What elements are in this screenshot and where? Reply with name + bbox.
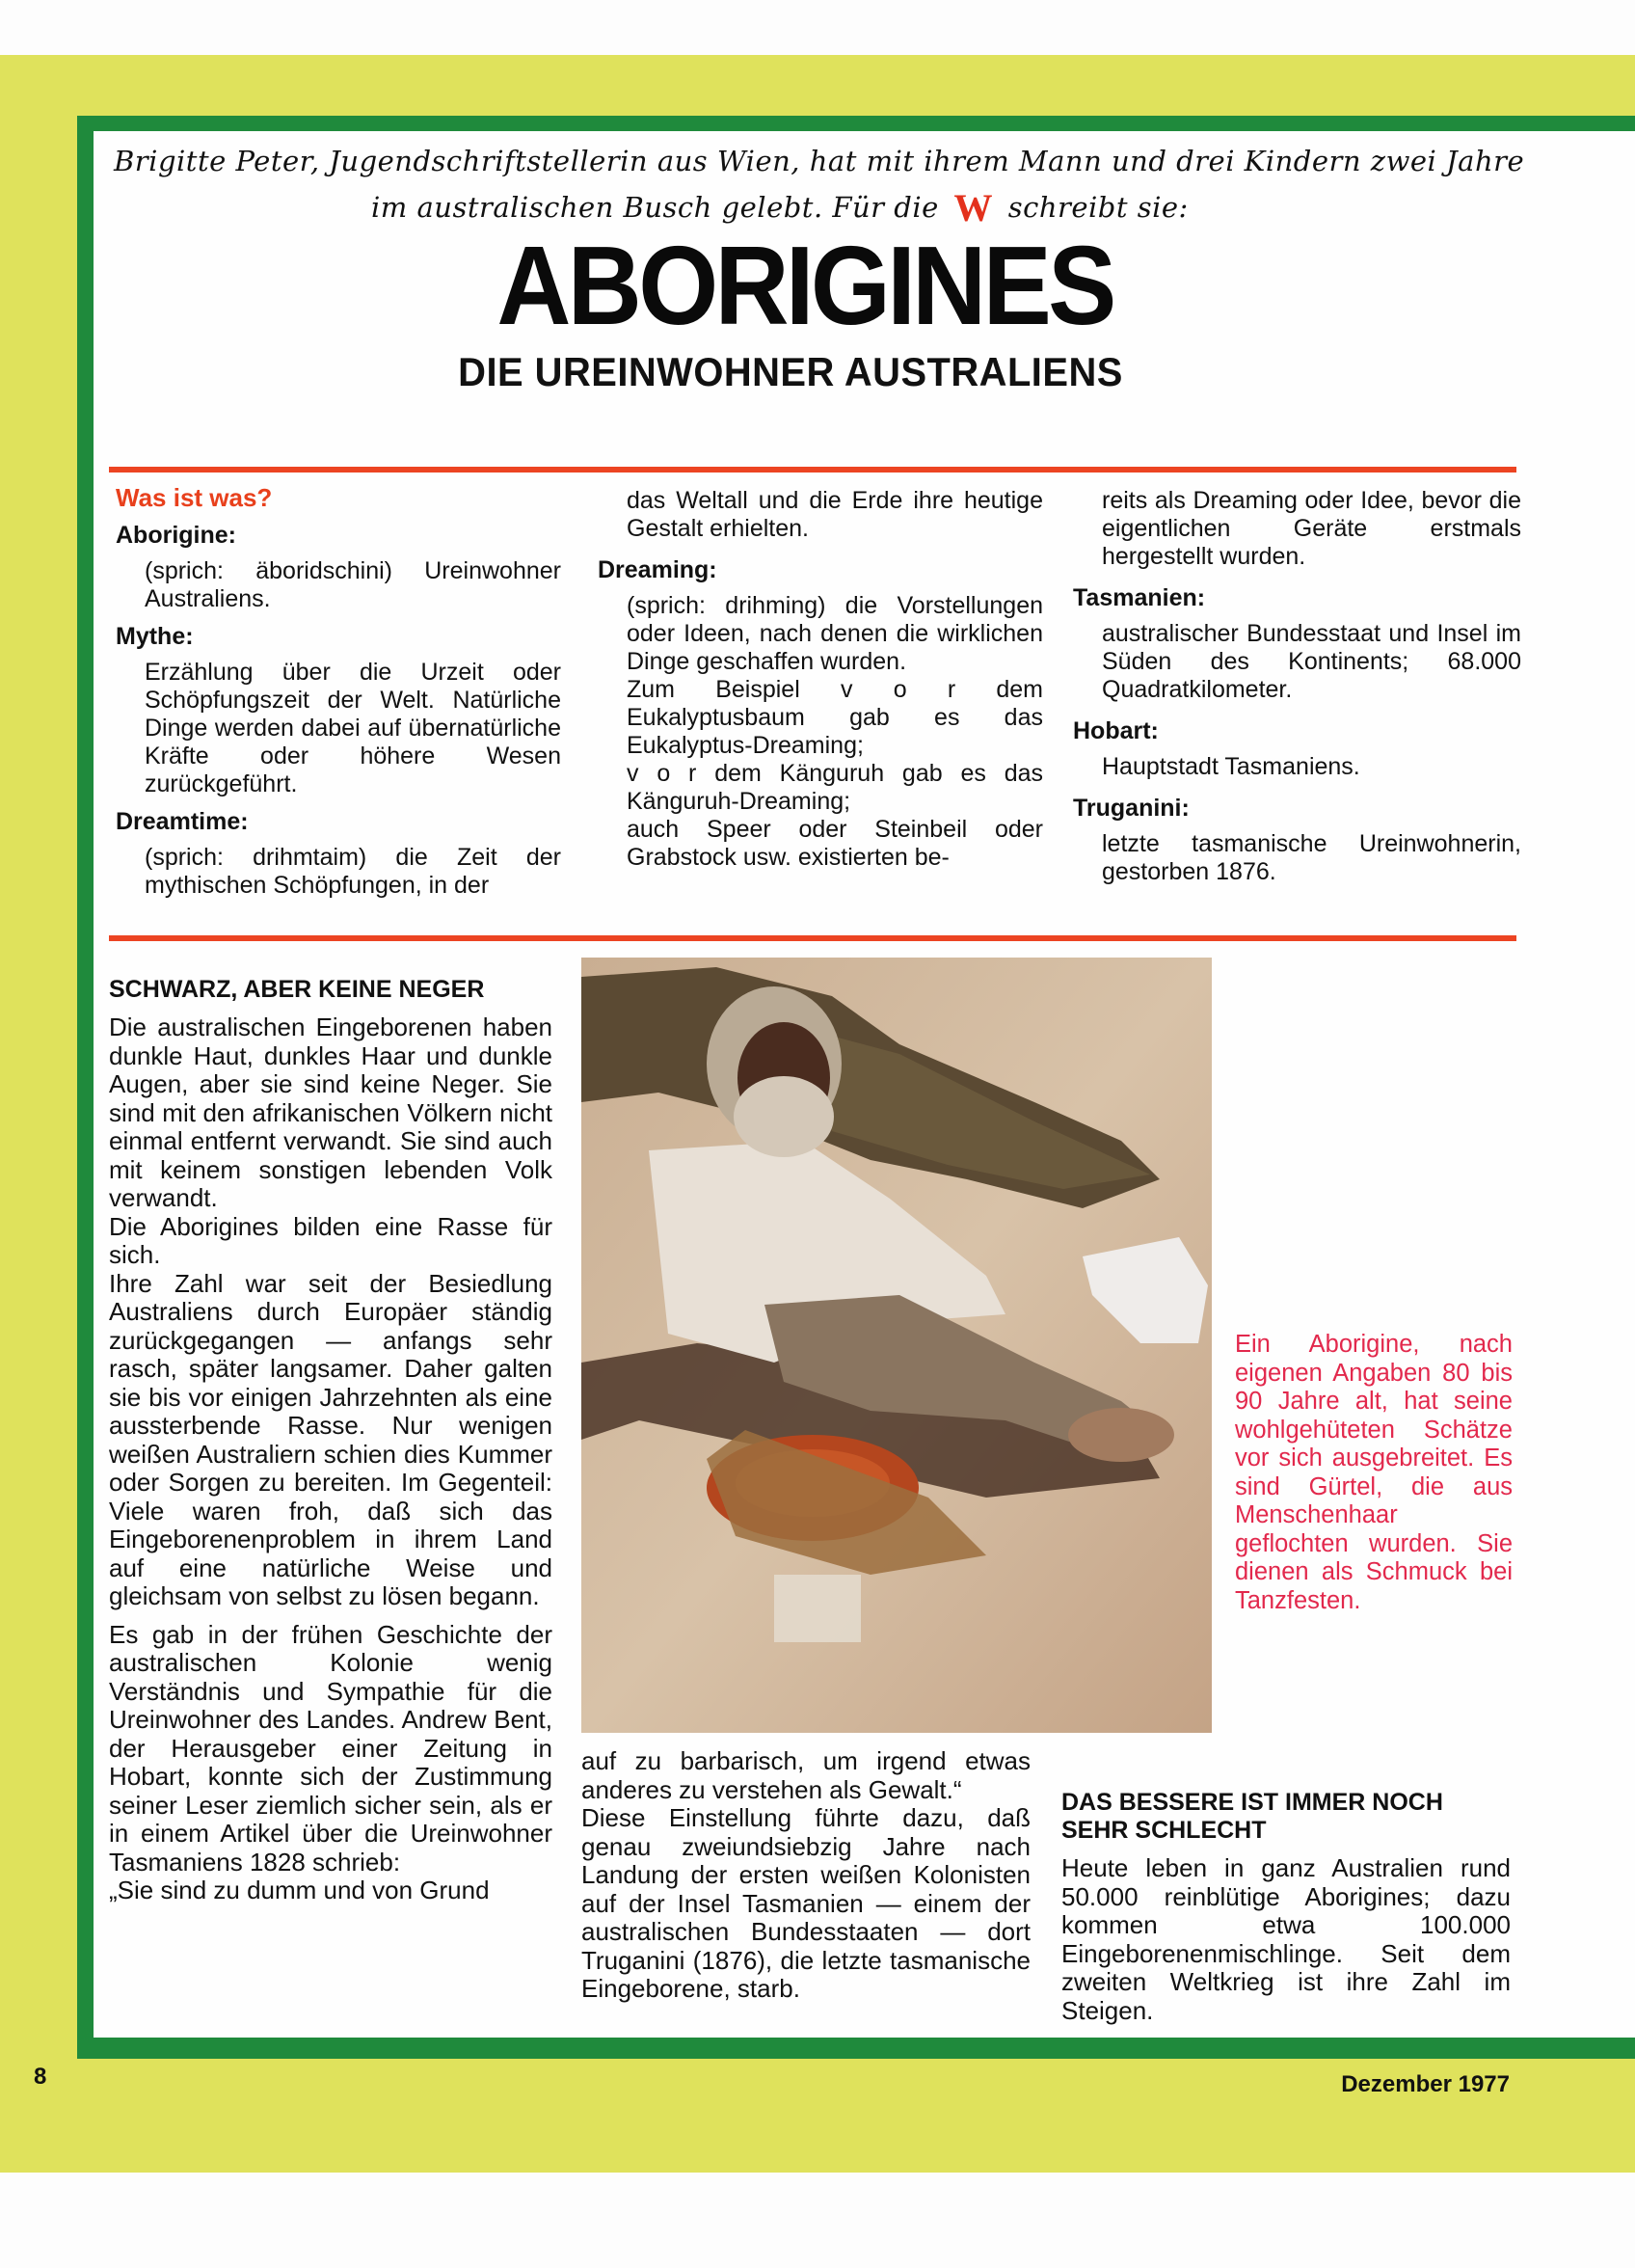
section-heading: DAS BESSERE IST IMMER NOCH SEHR SCHLECHT	[1061, 1789, 1443, 1844]
glossary-definition: (sprich: drihmtaim) die Zeit der mythischen Schöpfungen, in der	[145, 844, 561, 899]
article-column-3	[1061, 1789, 1511, 2025]
glossary-column-2	[598, 487, 1043, 872]
glossary-definition: Erzählung über die Urzeit oder Schöpfungszeit der Welt. Natürliche Dinge werden dabei auf übernatürliche Kräfte oder höhere Wesen zurückgeführt.	[145, 659, 561, 797]
article-paragraph: Ihre Zahl war seit der Besiedlung Australiens durch Europäer ständig zurückgegangen — anfangs sehr rasch, später langsamer. Daher galten sie bis vor einigen Jahrzehnten als eine aussterbende Rasse. Nur wenigen weißen Australiern schien dies Kummer oder Sorgen zu bereiten. Im Gegenteil: Viele waren froh, daß sich das Eingeborenenproblem in ihrem Land auf eine natürliche Weise und gleichsam von selbst zu lösen begann.	[109, 1268, 552, 1610]
glossary-definition-continued: das Weltall und die Erde ihre heutige Gestalt erhielten.	[627, 487, 1043, 542]
glossary-column-1	[116, 484, 561, 900]
intro-line-2	[371, 186, 1189, 230]
red-rule-bottom	[109, 935, 1516, 941]
glossary-term: Mythe:	[116, 623, 194, 650]
glossary-term: Hobart:	[1073, 717, 1159, 744]
intro-line-1: Brigitte Peter, Jugendschriftstellerin aus Wien, hat mit ihrem Mann und drei Kindern zwei Jahre	[114, 145, 1525, 177]
glossary-term: Aborigine:	[116, 522, 236, 549]
photo-illustration	[581, 958, 1212, 1733]
glossary-definition: (sprich: äboridschini) Ureinwohner Australiens.	[145, 557, 561, 612]
article-column-1	[109, 976, 552, 1905]
article-paragraph: Die Aborigines bilden eine Rasse für sich.	[109, 1211, 552, 1269]
article-column-2	[581, 1747, 1031, 2004]
definition-part: v o r dem Känguruh gab es das Känguruh-Dreaming;	[627, 760, 1043, 815]
glossary-heading: Was ist was?	[116, 483, 273, 512]
article-paragraph: Diese Einstellung führte dazu, daß genau zweiundsiebzig Jahre nach Landung der ersten weißen Kolonisten auf der Insel Tasmanien — einem der australischen Bundesstaaten — dort Truganini (1876), die letzte tasmanische Eingeborene, starb.	[581, 1803, 1031, 2003]
glossary-term: Tasmanien:	[1073, 584, 1206, 611]
glossary-definition	[598, 592, 1043, 872]
glossary-term: Truganini:	[1073, 795, 1190, 822]
glossary-definition: letzte tasmanische Ureinwohnerin, gestorben 1876.	[1102, 830, 1521, 885]
definition-part: Zum Beispiel v o r dem Eukalyptusbaum gab es das Eukalyptus-Dreaming;	[627, 676, 1043, 759]
article-paragraph: Heute leben in ganz Australien rund 50.000 reinblütige Aborigines; dazu kommen etwa 100.000 Eingeborenenmischlinge. Seit dem zweiten Weltkrieg ist ihre Zahl im Steigen.	[1061, 1853, 1511, 2025]
glossary-definition-continued: reits als Dreaming oder Idee, bevor die eigentlichen Geräte erstmals hergestellt wurden.	[1102, 487, 1521, 570]
intro-line-2-end: schreibt sie:	[1007, 191, 1189, 224]
article-paragraph: „Sie sind zu dumm und von Grund	[109, 1876, 490, 1904]
issue-date: Dezember 1977	[1341, 2071, 1510, 2097]
article-paragraph: Es gab in der frühen Geschichte der australischen Kolonie wenig Verständnis und Sympathie für die Ureinwohner des Landes. Andrew Bent, der Herausgeber einer Zeitung in Hobart, konnte sich der Zustimmung seiner Leser ziemlich sicher sein, als er in einem Artikel über die Ureinwohner Tasmaniens 1828 schrieb:	[109, 1619, 552, 1876]
page-subtitle: DIE UREINWOHNER AUSTRALIENS	[458, 349, 1123, 394]
intro-line-2-text: im australischen Busch gelebt. Für die	[371, 191, 939, 224]
photo-caption: Ein Aborigine, nach eigenen Angaben 80 bis 90 Jahre alt, hat seine wohlgehüteten Schätze vor sich ausgebreitet. Es sind Gürtel, die aus Menschenhaar geflochten wurden. Sie dienen als Schmuck bei Tanzfesten.	[1235, 1331, 1513, 1614]
glossary-column-3	[1073, 487, 1521, 886]
magazine-w-logo: W	[953, 186, 993, 230]
article-paragraph: auf zu barbarisch, um irgend etwas anderes zu verstehen als Gewalt.“	[581, 1746, 1031, 1804]
glossary-term: Dreamtime:	[116, 808, 249, 835]
glossary-definition: australischer Bundesstaat und Insel im Süden des Kontinents; 68.000 Quadratkilometer.	[1102, 620, 1521, 703]
photo-aborigine-elder	[581, 958, 1212, 1733]
section-heading: SCHWARZ, ABER KEINE NEGER	[109, 976, 485, 1003]
glossary-term: Dreaming:	[598, 556, 717, 583]
page-title: ABORIGINES	[496, 223, 1113, 348]
red-rule-top	[109, 467, 1516, 472]
page-number: 8	[34, 2064, 47, 2090]
definition-part: (sprich: drihming) die Vorstellungen oder Ideen, nach denen die wirklichen Dinge geschaffen wurden.	[627, 592, 1043, 675]
article-paragraph: Die australischen Eingeborenen haben dunkle Haut, dunkles Haar und dunkle Augen, aber sie sind keine Neger. Sie sind mit den afrikanischen Völkern nicht einmal entfernt verwandt. Sie sind auch mit keinem sonstigen lebenden Volk verwandt.	[109, 1012, 552, 1212]
glossary-definition: Hauptstadt Tasmaniens.	[1102, 753, 1360, 780]
definition-part: auch Speer oder Steinbeil oder Grabstock usw. existierten be-	[627, 816, 1043, 871]
